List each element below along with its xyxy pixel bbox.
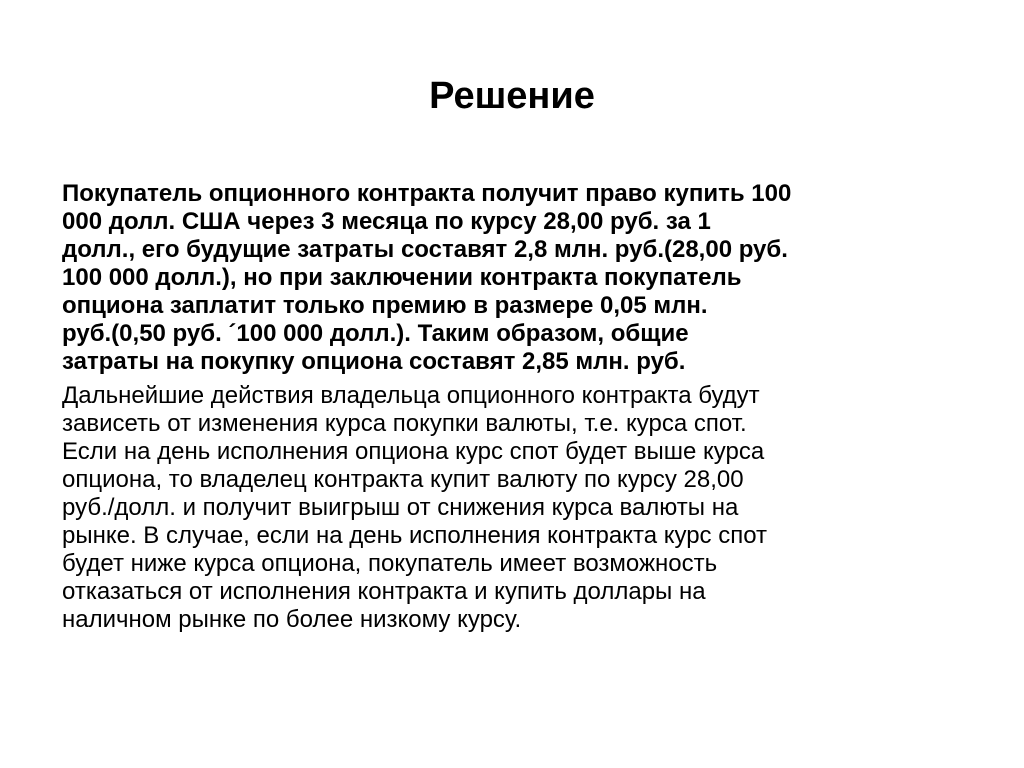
text-line: Если на день исполнения опциона курс спот будет выше курса bbox=[62, 438, 765, 465]
text-line: 100 000 долл.), но при заключении контракта покупатель bbox=[62, 264, 742, 291]
text-line: затраты на покупку опциона составят 2,85 млн. руб. bbox=[62, 348, 686, 375]
text-line: Покупатель опционного контракта получит право купить 100 bbox=[62, 180, 792, 207]
text-line: будет ниже курса опциона, покупатель имеет возможность bbox=[62, 550, 718, 577]
slide-title: Решение bbox=[429, 75, 595, 117]
text-line: зависеть от изменения курса покупки валюты, т.е. курса спот. bbox=[62, 410, 747, 437]
text-line: опциона, то владелец контракта купит валюту по курсу 28,00 bbox=[62, 466, 744, 493]
text-line: наличном рынке по более низкому курсу. bbox=[62, 606, 522, 633]
text-line: долл., его будущие затраты составят 2,8 млн. руб.(28,00 руб. bbox=[62, 236, 788, 263]
text-line: Дальнейшие действия владельца опционного контракта будут bbox=[62, 382, 760, 409]
text-line: руб.(0,50 руб. ´100 000 долл.). Таким образом, общие bbox=[62, 320, 689, 347]
text-line: 000 долл. США через 3 месяца по курсу 28,00 руб. за 1 bbox=[62, 208, 711, 235]
text-line: отказаться от исполнения контракта и купить доллары на bbox=[62, 578, 706, 605]
paragraph-purchase-cost bbox=[62, 180, 972, 376]
text-line: опциона заплатит только премию в размере 0,05 млн. bbox=[62, 292, 708, 319]
paragraph-further-actions bbox=[62, 382, 972, 634]
slide-body bbox=[62, 180, 972, 634]
text-line: рынке. В случае, если на день исполнения контракта курс спот bbox=[62, 522, 768, 549]
text-line: руб./долл. и получит выигрыш от снижения курса валюты на bbox=[62, 494, 739, 521]
